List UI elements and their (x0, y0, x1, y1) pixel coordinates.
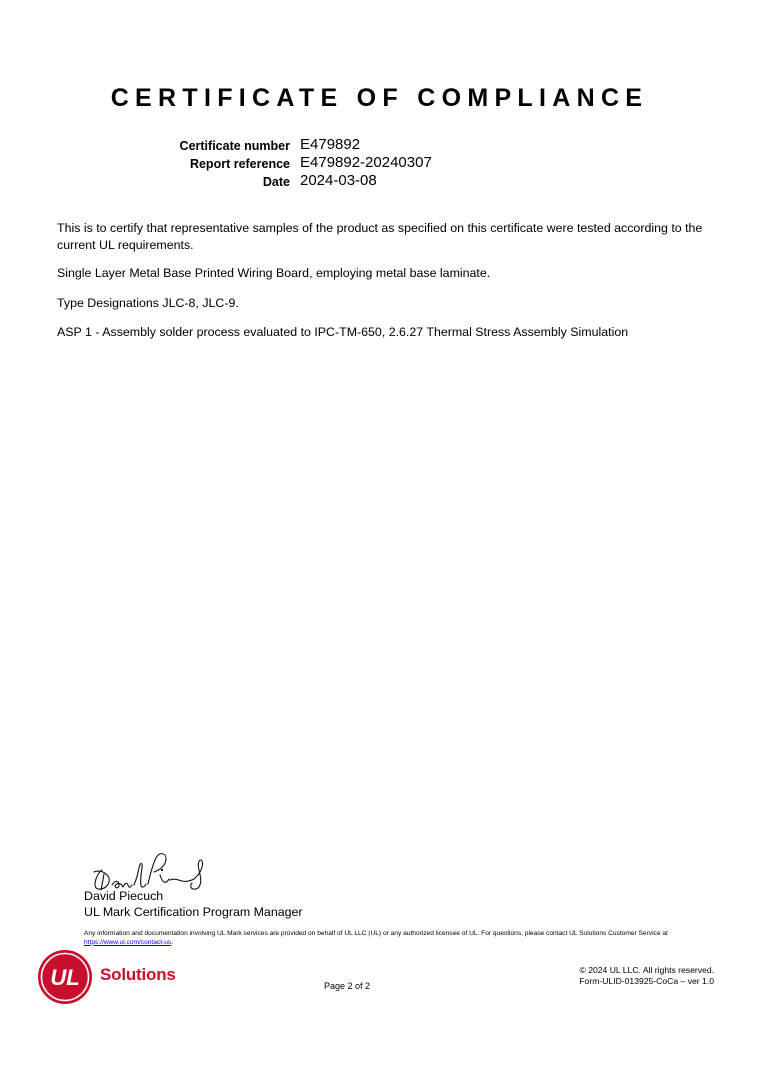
meta-label: Certificate number (179, 139, 290, 153)
meta-value: E479892 (300, 136, 361, 153)
form-id: Form-ULID-013925-CoCa – ver 1.0 (579, 976, 714, 986)
signatory-role: UL Mark Certification Program Manager (84, 905, 303, 919)
product-description: Single Layer Metal Base Printed Wiring Board, employing metal base laminate. (57, 266, 491, 280)
disclaimer (84, 930, 724, 947)
disclaimer-end: . (171, 938, 174, 946)
signatory-name: David Piecuch (84, 889, 164, 903)
type-designations: Type Designations JLC-8, JLC-9. (57, 296, 239, 310)
certification-statement: This is to certify that representative samples of the product as specified on this certificate were tested according to the current UL requirements. (57, 221, 703, 252)
meta-row-date (0, 172, 759, 192)
meta-row-certificate-number (0, 136, 759, 156)
meta-label: Date (262, 175, 290, 189)
contact-link[interactable]: https://www.ul.com/contact-us (84, 938, 172, 946)
meta-label: Report reference (189, 157, 290, 171)
logo-mark: UL (50, 965, 80, 990)
meta-row-report-reference (0, 154, 759, 174)
certificate-title: CERTIFICATE OF COMPLIANCE (110, 84, 649, 112)
logo-wordmark: Solutions (100, 965, 176, 984)
meta-value: E479892-20240307 (300, 154, 432, 171)
disclaimer-text: Any information and documentation involving UL Mark services are provided on behalf of UL LLC (UL) or any authorized licensee of UL. For questions, please contact UL Solutions Customer Service at (84, 930, 668, 937)
assembly-process: ASP 1 - Assembly solder process evaluated to IPC-TM-650, 2.6.27 Thermal Stress Assembly Simulation (57, 325, 629, 339)
page-number: Page 2 of 2 (324, 981, 371, 991)
copyright: © 2024 UL LLC. All rights reserved. (579, 965, 714, 975)
meta-value: 2024-03-08 (300, 172, 377, 189)
